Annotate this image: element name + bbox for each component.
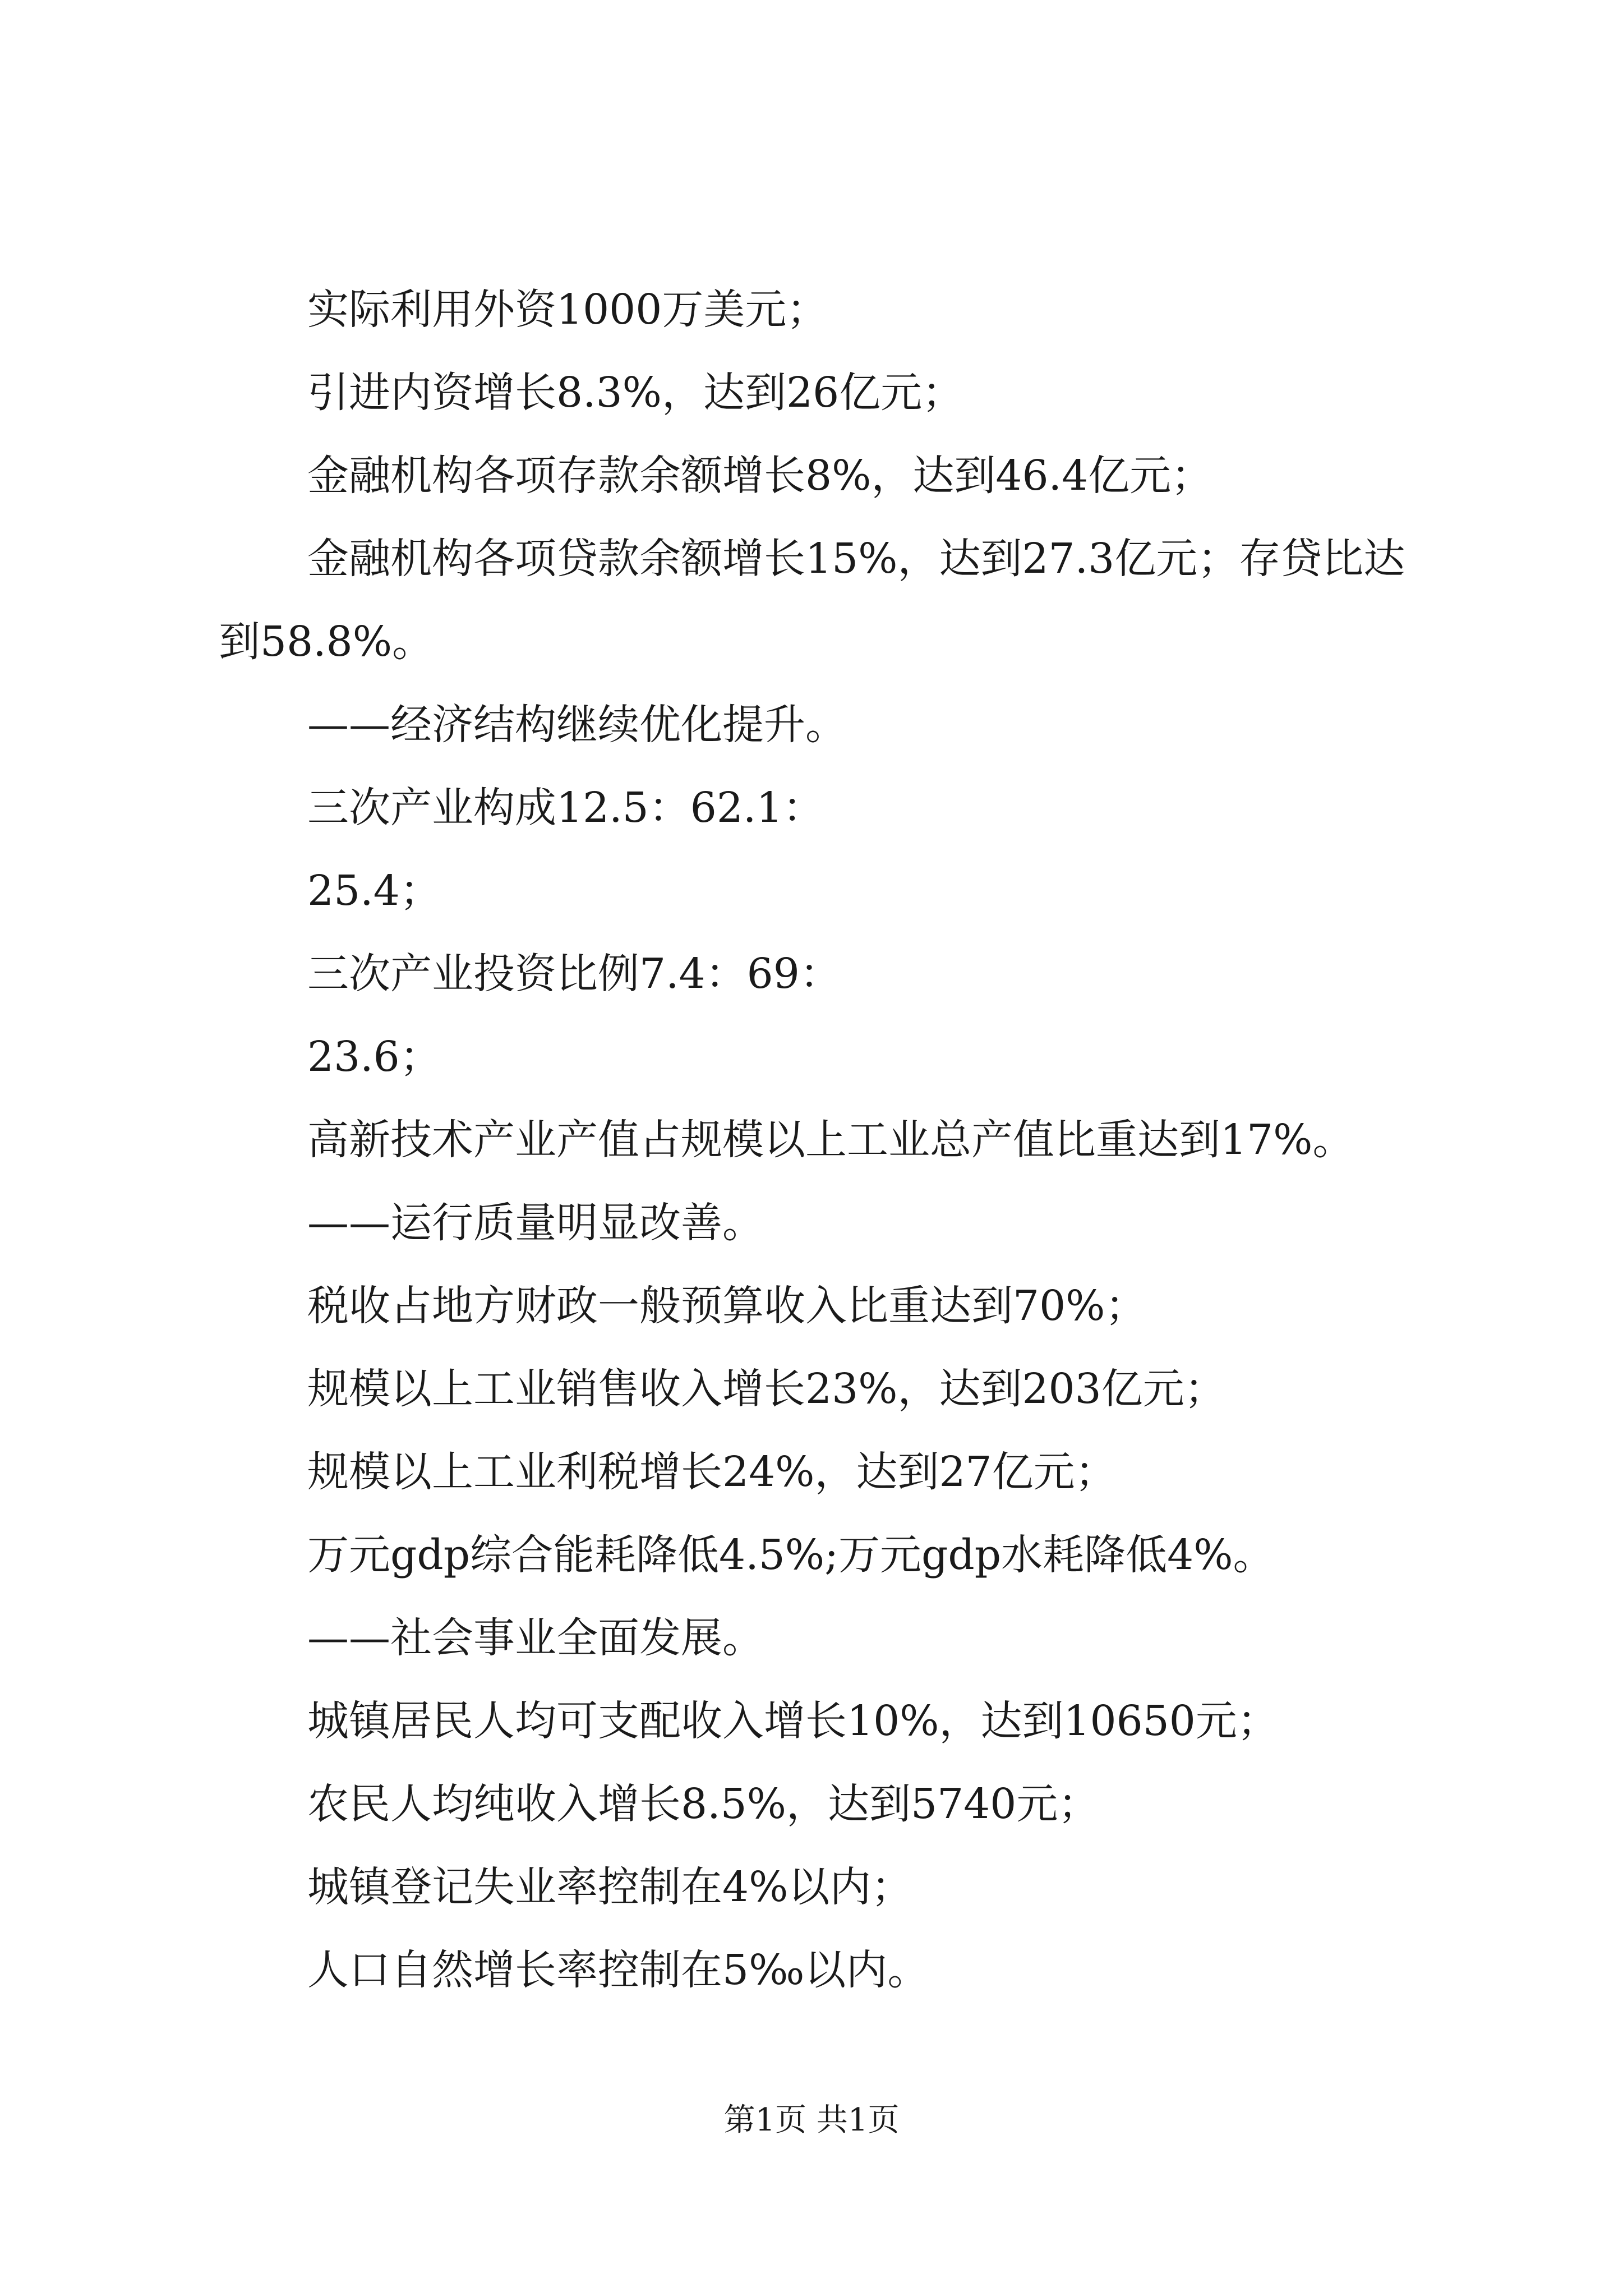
paragraph: 农民人均纯收入增长8.5%，达到5740元； — [307, 1780, 1100, 1828]
page-footer — [0, 2098, 1623, 2143]
paragraph: 万元gdp综合能耗降低4.5%;万元gdp水耗降低4%。 — [307, 1531, 1275, 1579]
section-heading: ——经济结构继续优化提升。 — [307, 701, 847, 749]
paragraph: 规模以上工业利税增长24%，达到27亿元； — [307, 1448, 1117, 1496]
paragraph: 城镇居民人均可支配收入增长10%，达到10650元； — [307, 1697, 1279, 1745]
paragraph: 税收占地方财政一般预算收入比重达到70%； — [307, 1282, 1147, 1330]
section-heading: ——社会事业全面发展。 — [307, 1614, 764, 1662]
paragraph: 三次产业构成12.5：62.1： — [307, 784, 824, 832]
paragraph: 25.4； — [307, 867, 441, 915]
paragraph: 三次产业投资比例7.4：69： — [307, 950, 841, 998]
paragraph: 实际利用外资1000万美元； — [307, 286, 828, 334]
page-number: 第1页 共1页 — [723, 2102, 900, 2138]
paragraph: 金融机构各项存款余额增长8%，达到46.4亿元； — [307, 452, 1213, 500]
document-body — [219, 268, 1430, 2012]
paragraph: 金融机构各项贷款余额增长15%，达到27.3亿元；存贷比达到58.8%。 — [219, 535, 1405, 666]
paragraph: 23.6； — [307, 1033, 441, 1081]
paragraph: 规模以上工业销售收入增长23%，达到203亿元； — [307, 1365, 1226, 1413]
section-heading: ——运行质量明显改善。 — [307, 1199, 764, 1247]
paragraph: 引进内资增长8.3%，达到26亿元； — [307, 369, 964, 417]
paragraph: 人口自然增长率控制在5‰以内。 — [307, 1946, 929, 1994]
paragraph: 高新技术产业产值占规模以上工业总产值比重达到17%。 — [307, 1116, 1354, 1164]
paragraph: 城镇登记失业率控制在4%以内； — [307, 1863, 913, 1911]
